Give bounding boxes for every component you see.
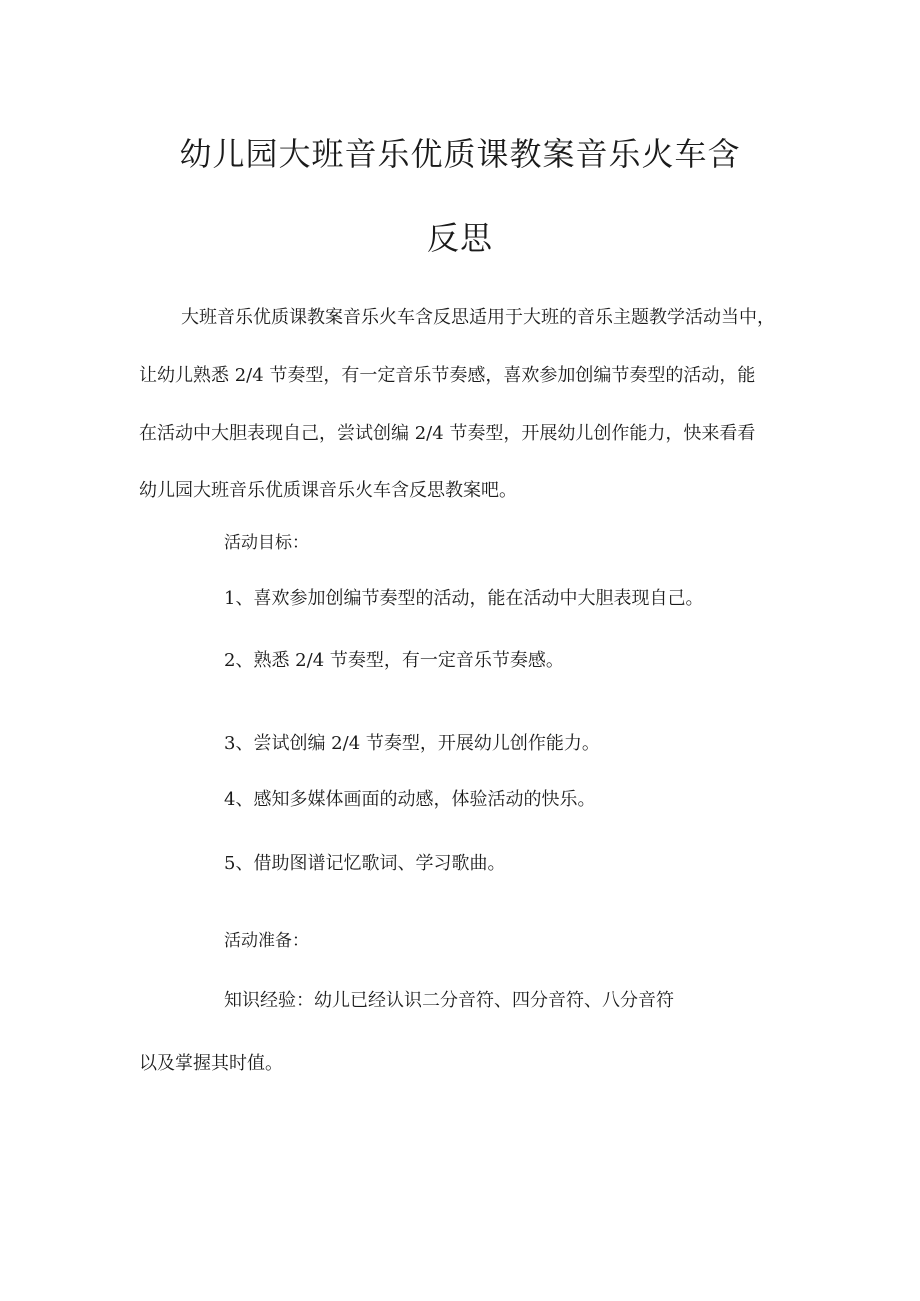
- goals-heading: 活动目标：: [224, 533, 309, 553]
- document-title-line-1: 幼儿园大班音乐优质课教案音乐火车含: [179, 135, 741, 173]
- knowledge-line: 知识经验：幼儿已经认识二分音符、四分音符、八分音符: [224, 990, 674, 1011]
- goal-item: 2、熟悉 2/4 节奏型，有一定音乐节奏感。: [224, 650, 564, 671]
- goal-item: 1、喜欢参加创编节奏型的活动，能在活动中大胆表现自己。: [224, 588, 704, 609]
- intro-paragraph-line: 幼儿园大班音乐优质课音乐火车含反思教案吧。: [139, 480, 517, 501]
- goal-item: 3、尝试创编 2/4 节奏型，开展幼儿创作能力。: [224, 733, 600, 754]
- intro-paragraph-line: 大班音乐优质课教案音乐火车含反思适用于大班的音乐主题教学活动当中，: [181, 307, 775, 328]
- intro-paragraph-line: 让幼儿熟悉 2/4 节奏型，有一定音乐节奏感，喜欢参加创编节奏型的活动，能: [139, 365, 756, 386]
- intro-paragraph-line: 在活动中大胆表现自己，尝试创编 2/4 节奏型，开展幼儿创作能力，快来看看: [139, 423, 756, 444]
- goal-item: 4、感知多媒体画面的动感，体验活动的快乐。: [224, 789, 596, 810]
- preparation-heading: 活动准备：: [224, 931, 309, 951]
- goal-item: 5、借助图谱记忆歌词、学习歌曲。: [224, 853, 506, 874]
- document-title-line-2: 反思: [426, 219, 493, 257]
- knowledge-line: 以及掌握其时值。: [139, 1053, 283, 1074]
